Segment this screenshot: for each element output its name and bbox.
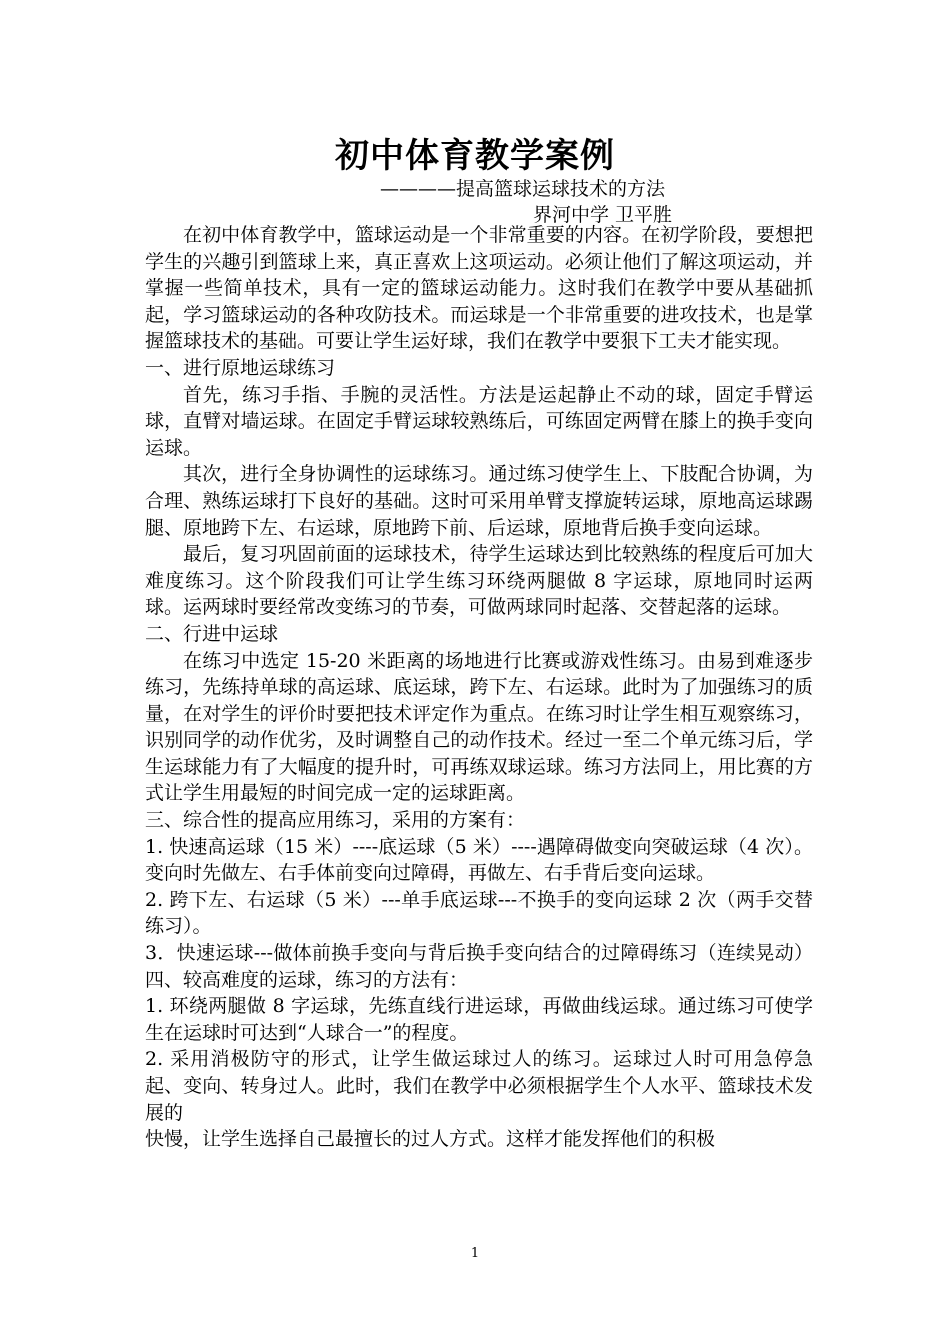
document-title: 初中体育教学案例 bbox=[335, 136, 615, 176]
list-item: 3．快速运球---做体前换手变向与背后换手变向结合的过障碍练习（连续晃动）四、较高难度的运球，练习的方法有： bbox=[145, 942, 813, 991]
paragraph: 在练习中选定 15-20 米距离的场地进行比赛或游戏性练习。由易到难逐步练习，先练持单球的高运球、底运球，跨下左、右运球。此时为了加强练习的质量，在对学生的评价时要把技术评定作为重点。在练习时让学生相互观察练习，识别同学的动作优劣，及时调整自己的动作技术。经过一至二个单元练习后，学生运球能力有了大幅度的提升时，可再练双球运球。练习方法同上，用比赛的方式让学生用最短的时间完成一定的运球距离。 bbox=[145, 649, 813, 805]
list-item: 1. 快速高运球（15 米）----底运球（5 米）----遇障碍做变向突破运球（4 次）。变向时先做左、右手体前变向过障碍，再做左、右手背后变向运球。 bbox=[145, 835, 813, 885]
paragraph: 最后，复习巩固前面的运球技术，待学生运球达到比较熟练的程度后可加大难度练习。这个阶段我们可让学生练习环绕两腿做 8 字运球，原地同时运两球。运两球时要经常改变练习的节奏，可做两球同时起落、交替起落的运球。 bbox=[145, 543, 813, 619]
list-item: 2. 采用消极防守的形式，让学生做运球过人的练习。运球过人时可用急停急起、变向、转身过人。此时，我们在教学中必须根据学生个人水平、篮球技术发展的 bbox=[145, 1048, 813, 1124]
paragraph-continuation: 快慢，让学生选择自己最擅长的过人方式。这样才能发挥他们的积极 bbox=[145, 1128, 716, 1151]
document-body bbox=[145, 222, 813, 1153]
list-item: 1. 环绕两腿做 8 字运球，先练直线行进运球，再做曲线运球。通过练习可使学生在运球时可达到“人球合一”的程度。 bbox=[145, 995, 813, 1044]
paragraph: 首先，练习手指、手腕的灵活性。方法是运起静止不动的球，固定手臂运球，直臂对墙运球。在固定手臂运球较熟练后，可练固定两臂在膝上的换手变向运球。 bbox=[145, 383, 813, 459]
document-author: 界河中学 卫平胜 bbox=[533, 204, 673, 226]
paragraph: 其次，进行全身协调性的运球练习。通过练习使学生上、下肢配合协调，为合理、熟练运球打下良好的基础。这时可采用单臂支撑旋转运球，原地高运球踢腿、原地跨下左、右运球，原地跨下前、后运球，原地背后换手变向运球。 bbox=[145, 463, 813, 539]
document-subtitle: ————提高篮球运球技术的方法 bbox=[380, 178, 666, 200]
section-heading-1: 一、进行原地运球练习 bbox=[145, 356, 336, 379]
section-heading-2: 二、行进中运球 bbox=[145, 622, 279, 645]
section-heading-3: 三、综合性的提高应用练习，采用的方案有： bbox=[145, 809, 526, 832]
page-number: 1 bbox=[470, 1246, 480, 1261]
list-item: 2. 跨下左、右运球（5 米）---单手底运球---不换手的变向运球 2 次（两手交替练习）。 bbox=[145, 888, 813, 938]
paragraph-intro: 在初中体育教学中，篮球运动是一个非常重要的内容。在初学阶段，要想把学生的兴趣引到篮球上来，真正喜欢上这项运动。必须让他们了解这项运动，并掌握一些简单技术，具有一定的篮球运动能力。这时我们在教学中要从基础抓起，学习篮球运动的各种攻防技术。而运球是一个非常重要的进攻技术，也是掌握篮球技术的基础。可要让学生运好球，我们在教学中要狠下工夫才能实现。 bbox=[145, 224, 813, 353]
